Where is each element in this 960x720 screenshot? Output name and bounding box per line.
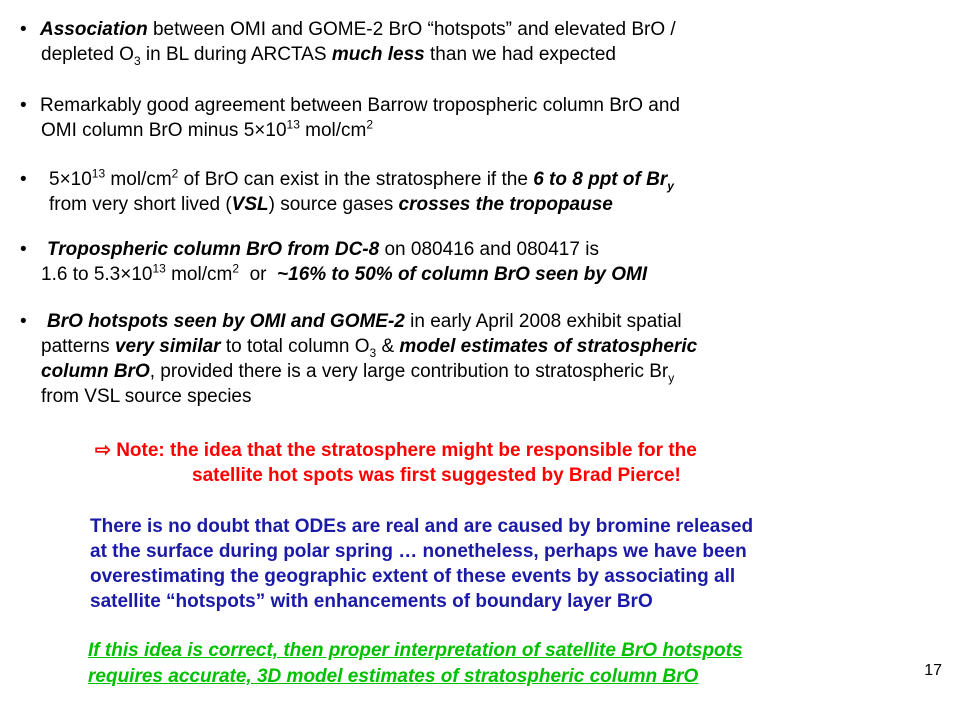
bullet-line [20, 309, 935, 334]
emphasis-text: model estimates of stratospheric [399, 336, 698, 357]
body-text: to total column O [220, 336, 370, 357]
superscript: 13 [152, 261, 166, 276]
body-text: & [376, 336, 400, 357]
subscript: y [667, 178, 674, 193]
note-brad-pierce [95, 438, 835, 488]
emphasis-text: very similar [114, 336, 221, 357]
bullet-line [20, 167, 935, 192]
bullet-icon: • [20, 239, 27, 260]
body-text: in early April 2008 exhibit spatial [404, 311, 682, 332]
bullet-icon: • [20, 169, 27, 190]
subscript: y [668, 370, 675, 385]
paragraph-line: If this idea is correct, then proper interpretation of satellite BrO hotspots [88, 640, 743, 661]
superscript: 2 [232, 261, 240, 276]
paragraph-line: There is no doubt that ODEs are real and are caused by bromine released [90, 516, 754, 537]
body-text: depleted O [41, 44, 134, 65]
bullet-line [20, 93, 935, 118]
body-text: mol/cm [105, 169, 172, 190]
body-text: of BrO can exist in the stratosphere if the [178, 169, 534, 190]
emphasis-text: 6 to 8 ppt of Br [533, 169, 668, 190]
note-text: satellite hot spots was first suggested by Brad Pierce! [192, 465, 681, 486]
bullet-icon: • [20, 311, 27, 332]
emphasis-text: crosses the tropopause [398, 194, 613, 215]
bullet-line [20, 17, 935, 42]
paragraph-line: satellite “hotspots” with enhancements of boundary layer BrO [90, 591, 653, 612]
paragraph-line: overestimating the geographic extent of these events by associating all [90, 566, 736, 587]
bullet-line [20, 359, 935, 384]
body-text: or [239, 264, 278, 285]
emphasis-text: BrO hotspots seen by OMI and GOME-2 [47, 311, 405, 332]
body-text: in BL during ARCTAS [140, 44, 332, 65]
bullet-line [20, 384, 935, 409]
bullet-line [20, 237, 935, 262]
body-text: ) source gases [268, 194, 399, 215]
bullet-line [20, 334, 935, 359]
odes-paragraph [90, 514, 910, 614]
body-text: from VSL source species [41, 386, 252, 407]
body-text: than we had expected [424, 44, 616, 65]
superscript: 2 [366, 117, 374, 132]
superscript: 2 [171, 166, 179, 181]
body-text: patterns [41, 336, 115, 357]
bullet-icon: • [20, 95, 27, 116]
note-line [95, 463, 835, 488]
emphasis-text: Association [40, 19, 148, 40]
paragraph-line: requires accurate, 3D model estimates of stratospheric column BrO [88, 666, 699, 687]
page-number: 17 [924, 662, 942, 679]
body-text: mol/cm [299, 120, 367, 141]
body-text: mol/cm [165, 264, 233, 285]
bullet-line [20, 42, 935, 67]
subscript: 3 [133, 53, 141, 68]
body-text: from very short lived ( [49, 194, 232, 215]
bullet-barrow-agreement [20, 93, 935, 143]
subscript: 3 [369, 345, 377, 360]
bullet-icon: • [20, 19, 27, 40]
superscript: 13 [91, 166, 106, 181]
bullet-association [20, 17, 935, 67]
emphasis-text: column BrO [41, 361, 150, 382]
note-line [95, 438, 835, 463]
note-text: Note: the idea that the stratosphere might be responsible for the [110, 440, 697, 461]
bullet-line [20, 192, 935, 217]
bullet-line [20, 118, 935, 143]
bullet-line [20, 262, 935, 287]
paragraph-line: at the surface during polar spring … nonetheless, perhaps we have been [90, 541, 747, 562]
body-text: 5×10 [49, 169, 92, 190]
body-text: , provided there is a very large contribution to stratospheric Br [149, 361, 669, 382]
body-text: Remarkably good agreement between Barrow tropospheric column BrO and [40, 95, 680, 116]
bullet-tropospheric-column [20, 237, 935, 287]
body-text: on 080416 and 080417 is [379, 239, 599, 260]
bullet-stratosphere-bro [20, 167, 935, 217]
body-text: 1.6 to 5.3×10 [41, 264, 153, 285]
right-arrow-icon: ⇨ [95, 440, 111, 461]
bullet-hotspots [20, 309, 935, 409]
body-text: OMI column BrO minus 5×10 [41, 120, 287, 141]
emphasis-text: Tropospheric column BrO from DC-8 [47, 239, 380, 260]
superscript: 13 [286, 117, 300, 132]
emphasis-text: much less [331, 44, 425, 65]
body-text: between OMI and GOME-2 BrO “hotspots” and elevated BrO / [147, 19, 676, 40]
conclusion-paragraph [88, 638, 888, 690]
emphasis-text: VSL [231, 194, 269, 215]
emphasis-text: ~16% to 50% of column BrO seen by OMI [277, 264, 648, 285]
